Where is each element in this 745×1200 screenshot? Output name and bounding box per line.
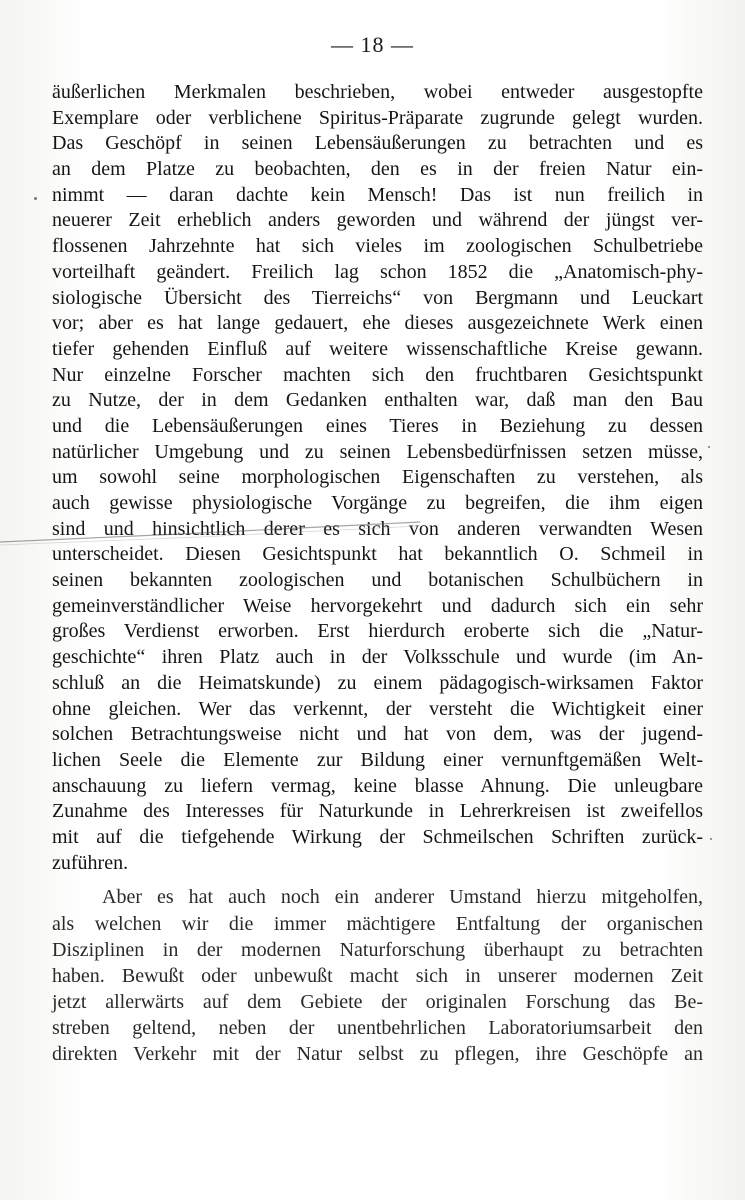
text-line: jetzt allerwärts auf dem Gebiete der originalen Forschung das Be- [52, 991, 703, 1014]
text-line: direkten Verkehr mit der Natur selbst zu pflegen, ihre Geschöpfe an [52, 1043, 703, 1066]
body-text [52, 80, 703, 1068]
text-line: Exemplare oder verblichene Spiritus-Präparate zugrunde gelegt wurden. [52, 106, 703, 129]
text-line: nimmt — daran dachte kein Mensch! Das ist nun freilich in [52, 183, 703, 206]
text-line: Nur einzelne Forscher machten sich den fruchtbaren Gesichtspunkt [52, 363, 703, 386]
text-line: gemeinverständlicher Weise hervorgekehrt und dadurch sich ein sehr [52, 594, 703, 617]
text-line: siologische Übersicht des Tierreichs“ von Bergmann und Leuckart [52, 286, 703, 309]
text-line: zu Nutze, der in dem Gedanken enthalten war, daß man den Bau [52, 389, 703, 412]
text-line: haben. Bewußt oder unbewußt macht sich in unserer modernen Zeit [52, 964, 703, 987]
paragraph-1 [52, 80, 703, 876]
text-line: Das Geschöpf in seinen Lebensäußerungen zu betrachten und es [52, 132, 703, 155]
text-line: Aber es hat auch noch ein anderer Umstand hierzu mitgeholfen, [102, 886, 703, 909]
text-line: neuerer Zeit erheblich anders geworden und während der jüngst ver- [52, 209, 703, 232]
text-line: als welchen wir die immer mächtigere Entfaltung der organischen [52, 912, 703, 935]
text-line: um sowohl seine morphologischen Eigenschaften zu verstehen, als [52, 466, 703, 489]
ink-speck [708, 446, 710, 448]
text-line: mit auf die tiefgehende Wirkung der Schmeilschen Schriften zurück- [52, 825, 703, 848]
text-line: unterscheidet. Diesen Gesichtspunkt hat bekanntlich O. Schmeil in [52, 543, 703, 566]
text-line: großes Verdienst erworben. Erst hierdurch eroberte sich die „Natur- [52, 620, 703, 643]
ink-speck [34, 197, 37, 200]
text-line: tiefer gehenden Einfluß auf weitere wissenschaftliche Kreise gewann. [52, 337, 703, 360]
text-line: natürlicher Umgebung und zu seinen Lebensbedürfnissen setzen müsse, [52, 440, 703, 463]
text-line: zuführen. [52, 851, 129, 874]
text-line: geschichte“ ihren Platz auch in der Volksschule und wurde (im An- [52, 646, 703, 669]
text-line: sind und hinsichtlich derer es sich von anderen verwandten Wesen [52, 517, 703, 540]
page-number: — 18 — [331, 32, 414, 57]
text-line: flossenen Jahrzehnte hat sich vieles im zoologischen Schulbetriebe [52, 235, 703, 258]
text-line: an dem Platze zu beobachten, den es in der freien Natur ein- [52, 158, 703, 181]
text-line: anschauung zu liefern vermag, keine blasse Ahnung. Die unleugbare [52, 774, 703, 797]
text-line: auch gewisse physiologische Vorgänge zu begreifen, die ihm eigen [52, 492, 703, 514]
text-line: lichen Seele die Elemente zur Bildung einer vernunftgemäßen Welt- [52, 748, 703, 771]
text-line: Zunahme des Interesses für Naturkunde in Lehrerkreisen ist zweifellos [52, 800, 703, 823]
text-line: vor; aber es hat lange gedauert, ehe dieses ausgezeichnete Werk einen [52, 312, 703, 335]
text-line: schluß an die Heimatskunde) zu einem pädagogisch-wirksamen Faktor [52, 671, 703, 694]
paragraph-2 [52, 884, 703, 1067]
text-line: äußerlichen Merkmalen beschrieben, wobei entweder ausgestopfte [52, 81, 703, 103]
text-line: vorteilhaft geändert. Freilich lag schon 1852 die „Anatomisch-phy- [52, 260, 703, 283]
text-line: Disziplinen in der modernen Naturforschung überhaupt zu betrachten [52, 938, 703, 961]
text-line: und die Lebensäußerungen eines Tieres in Beziehung zu dessen [52, 414, 703, 437]
text-line: solchen Betrachtungsweise nicht und hat von dem, was der jugend- [52, 723, 703, 746]
text-line: streben geltend, neben der unentbehrlichen Laboratoriumsarbeit den [52, 1017, 703, 1040]
text-line: ohne gleichen. Wer das verkennt, der versteht die Wichtigkeit einer [52, 697, 703, 720]
text-line: seinen bekannten zoologischen und botanischen Schulbüchern in [52, 569, 703, 592]
ink-speck [710, 838, 712, 840]
